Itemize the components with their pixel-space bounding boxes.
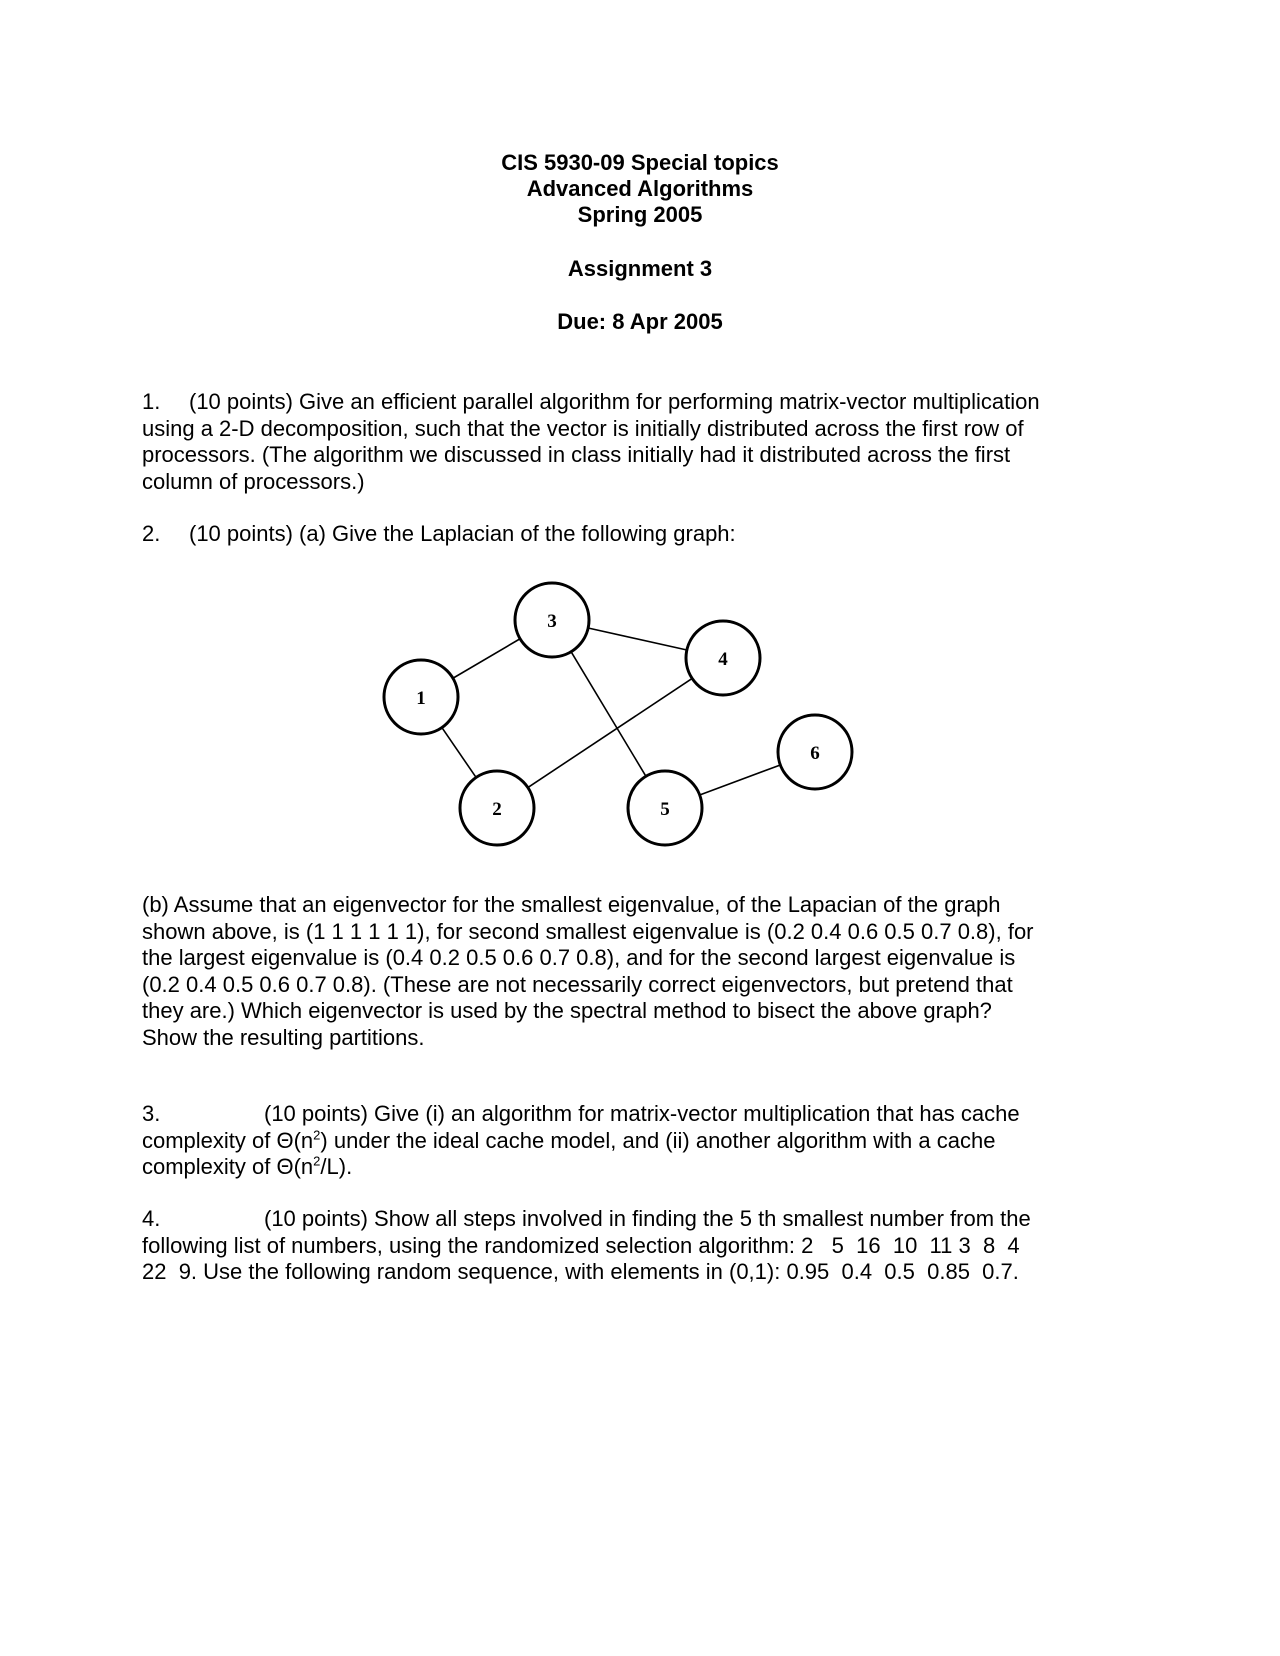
question-3-line-3-pre: complexity of Θ(n xyxy=(142,1154,314,1179)
graph-edge-1-3 xyxy=(453,639,520,679)
question-3-line-3 xyxy=(142,1154,1142,1181)
question-2b-line-6: Show the resulting partitions. xyxy=(142,1024,425,1050)
question-4-line-1 xyxy=(142,1206,1142,1233)
graph-node-label: 4 xyxy=(718,649,728,670)
question-3-number: 3. xyxy=(142,1101,161,1126)
question-3-line-2-pre: complexity of Θ(n xyxy=(142,1127,314,1153)
question-3-line-1 xyxy=(142,1101,1142,1128)
question-2b-line-2: shown above, is (1 1 1 1 1 1), for second smallest eigenvalue is (0.2 0.4 0.6 0.5 0.7 0.8), for xyxy=(142,918,1034,944)
question-4-number: 4. xyxy=(142,1206,161,1231)
graph-node-5 xyxy=(628,771,702,845)
question-2b-line-3: the largest eigenvalue is (0.4 0.2 0.5 0.6 0.7 0.8), and for the second largest eigenvalue is xyxy=(142,945,1016,970)
question-3-line-2-post: ) under the ideal cache model, and (ii) another algorithm with a cache xyxy=(320,1127,996,1153)
graph-edge-1-2 xyxy=(442,728,476,778)
question-1-text-1: (10 points) Give an efficient parallel algorithm for performing matrix-vector multiplication xyxy=(189,389,1040,414)
question-2-number: 2. xyxy=(142,521,161,546)
question-1-line-4: column of processors.) xyxy=(142,468,365,494)
question-1-line-2: using a 2-D decomposition, such that the vector is initially distributed across the first row of xyxy=(142,415,1024,441)
graph-edge-3-4 xyxy=(588,628,687,650)
assignment-title: Assignment 3 xyxy=(567,256,713,281)
question-3-text-1: (10 points) Give (i) an algorithm for matrix-vector multiplication that has cache xyxy=(264,1101,1020,1126)
graph-node-3 xyxy=(515,583,589,657)
graph-node-label: 5 xyxy=(660,799,670,820)
question-3-line-3-sup: 2 xyxy=(313,1153,321,1169)
question-2b-line-5: they are.) Which eigenvector is used by the spectral method to bisect the above graph? xyxy=(142,998,992,1023)
graph-node-2 xyxy=(460,771,534,845)
question-2b xyxy=(142,892,1142,1051)
question-4-line-2: following list of numbers, using the randomized selection algorithm: 2 5 16 10 11 3 8 4 xyxy=(142,1232,1020,1258)
graph-edge-5-6 xyxy=(700,765,781,795)
question-4-text-1: (10 points) Show all steps involved in finding the 5 th smallest number from the xyxy=(264,1206,1031,1231)
graph-node-6 xyxy=(778,715,852,789)
due-date: Due: 8 Apr 2005 xyxy=(557,309,723,334)
graph-node-label: 6 xyxy=(810,743,820,764)
question-4 xyxy=(142,1206,1142,1286)
subject-title: Advanced Algorithms xyxy=(526,176,754,201)
question-2b-line-4: (0.2 0.4 0.5 0.6 0.7 0.8). (These are not necessarily correct eigenvectors, but pretend that xyxy=(142,971,1013,997)
question-2b-line-1: (b) Assume that an eigenvector for the smallest eigenvalue, of the Lapacian of the graph xyxy=(142,892,1001,917)
question-3 xyxy=(142,1101,1142,1181)
question-3-line-2 xyxy=(142,1128,1142,1155)
graph-edge-3-5 xyxy=(571,652,646,777)
graph-node-label: 2 xyxy=(492,799,502,820)
question-4-line-3: 22 9. Use the following random sequence, with elements in (0,1): 0.95 0.4 0.5 0.85 0.7. xyxy=(142,1259,1019,1284)
question-3-line-3-post: /L). xyxy=(320,1154,353,1179)
question-1-line-3: processors. (The algorithm we discussed in class initially had it distributed across the first xyxy=(142,442,1011,467)
question-1-number: 1. xyxy=(142,389,161,414)
graph-node-4 xyxy=(686,621,760,695)
course-title: CIS 5930-09 Special topics xyxy=(501,150,779,175)
question-2-text-1: (10 points) (a) Give the Laplacian of the following graph: xyxy=(189,521,736,546)
graph-node-1 xyxy=(384,660,458,734)
graph-node-label: 3 xyxy=(547,611,557,632)
term: Spring 2005 xyxy=(577,202,703,227)
graph-node-label: 1 xyxy=(416,688,426,709)
question-3-line-2-sup: 2 xyxy=(313,1127,321,1143)
